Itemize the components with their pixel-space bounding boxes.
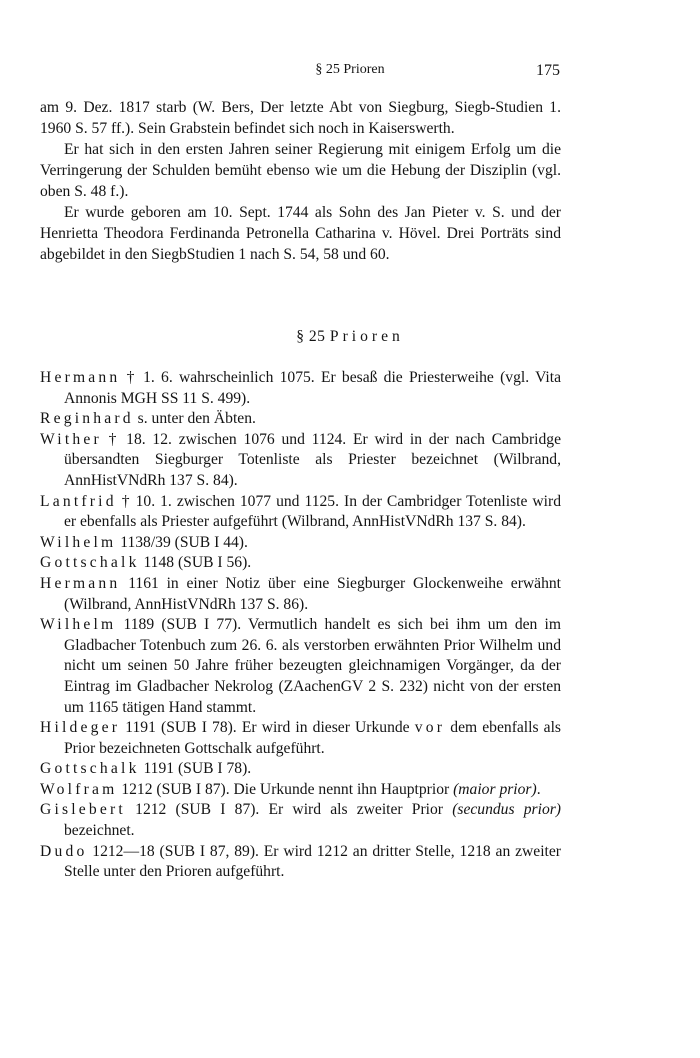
prior-details: bezeichnet. xyxy=(64,822,135,840)
prior-details: † 18. 12. zwischen 1076 und 1124. Er wird in der nach Cambridge übersandten Siegburger Totenliste als Priester bezeichnet (Wilbrand, AnnHistVNdRh 137 S. 84). xyxy=(64,430,561,489)
prior-details: † 1. 6. wahrscheinlich 1075. Er besaß die Priesterweihe (vgl. Vita Annonis MGH SS 11 S. 499). xyxy=(64,369,561,407)
section-heading xyxy=(0,328,700,346)
spaced-emphasis: vor xyxy=(414,719,446,737)
prior-entry xyxy=(40,615,561,718)
prior-details: 1191 (SUB I 78). Er wird in dieser Urkunde xyxy=(120,719,415,737)
prior-entry xyxy=(40,368,561,409)
prior-name: Wilhelm xyxy=(40,616,117,634)
prior-name: Wolfram xyxy=(40,780,118,798)
prior-entry xyxy=(40,842,561,883)
prior-entry xyxy=(40,492,561,533)
prior-name: Hildeger xyxy=(40,719,121,737)
prior-entry xyxy=(40,533,561,554)
prior-name: Reginhard xyxy=(40,410,134,428)
prior-details: 1189 (SUB I 77). Vermutlich handelt es sich bei ihm um den im Gladbacher Totenbuch zum 26. 6. als verstorben erwähnten Prior Wilhelm und nicht um seinen 50 Jahre früher bezeugten gleichnamigen Vorgänger, da der Eintrag im Gladbacher Nekrolog (ZAachenGV 2 S. 232) nicht von der ersten um 1165 tätigen Hand stammt. xyxy=(64,616,561,716)
prior-entry xyxy=(40,800,561,841)
latin-term: (maior prior) xyxy=(453,780,537,798)
prior-details: 1148 (SUB I 56). xyxy=(139,554,252,572)
prior-details: dem ebenfalls als Prior bezeichneten Gottschalk aufgeführt. xyxy=(64,719,561,757)
prior-details: † 10. 1. zwischen 1077 und 1125. In der Cambridger Totenliste wird er ebenfalls als Priester aufgeführt (Wilbrand, AnnHistVNdRh 137 S. 84). xyxy=(64,492,561,531)
prior-entry xyxy=(40,430,561,492)
intro-paragraph: Er wurde geboren am 10. Sept. 1744 als Sohn des Jan Pieter v. S. und der Henrietta Theodora Ferdinanda Petronella Catharina v. Hövel. Drei Porträts sind abgebildet in den SiegbStudien 1 nach S. 54, 58 und 60. xyxy=(40,204,561,263)
prior-name: Hermann xyxy=(40,369,121,386)
prior-name: Lantfrid xyxy=(40,492,117,510)
prior-name: Gottschalk xyxy=(40,760,140,778)
latin-term: (secundus prior) xyxy=(452,801,561,819)
prior-details: 1212 (SUB I 87). Er wird als zweiter Prior xyxy=(125,801,453,819)
prior-details: 1138/39 (SUB I 44). xyxy=(116,533,248,551)
prior-details: . xyxy=(536,780,541,798)
prior-entry xyxy=(40,574,561,615)
prior-details: 1161 in einer Notiz über eine Siegburger Glockenweihe erwähnt (Wilbrand, AnnHistVNdRh 137 S. 86). xyxy=(64,574,561,613)
prior-list xyxy=(40,368,561,883)
prior-details: 1212 (SUB I 87). Die Urkunde nennt ihn Hauptprior xyxy=(117,780,454,798)
prior-entry xyxy=(40,409,561,430)
section-symbol: § 25 xyxy=(296,328,326,345)
prior-entry xyxy=(40,718,561,759)
prior-name: Wilhelm xyxy=(40,533,117,551)
intro-paragraph: Er hat sich in den ersten Jahren seiner Regierung mit einigem Erfolg um die Verringerung der Schulden bemüht ebenso wie um die Hebung der Disziplin (vgl. oben S. 48 f.). xyxy=(40,141,561,200)
page-number: 175 xyxy=(536,62,560,79)
running-head: § 25 Prioren xyxy=(315,62,385,77)
prior-name: Hermann xyxy=(40,574,121,592)
prior-entry xyxy=(40,780,561,801)
prior-entry xyxy=(40,759,561,780)
intro-paragraph: am 9. Dez. 1817 starb (W. Bers, Der letzte Abt von Siegburg, Siegb-Studien 1. 1960 S. 57 ff.). Sein Grabstein befindet sich noch in Kaiserswerth. xyxy=(40,99,561,137)
prior-details: 1212—18 (SUB I 87, 89). Er wird 1212 an dritter Stelle, 1218 an zweiter Stelle unter den Prioren aufgeführt. xyxy=(64,842,561,881)
prior-name: Gislebert xyxy=(40,801,126,819)
prior-details: s. unter den Äbten. xyxy=(133,410,256,428)
prior-name: Wither xyxy=(40,430,102,448)
prior-name: Dudo xyxy=(40,842,88,860)
section-title: Prioren xyxy=(329,328,404,345)
prior-name: Gottschalk xyxy=(40,554,140,572)
prior-details: 1191 (SUB I 78). xyxy=(139,760,252,778)
prior-entry xyxy=(40,553,561,574)
intro-text xyxy=(40,97,561,265)
